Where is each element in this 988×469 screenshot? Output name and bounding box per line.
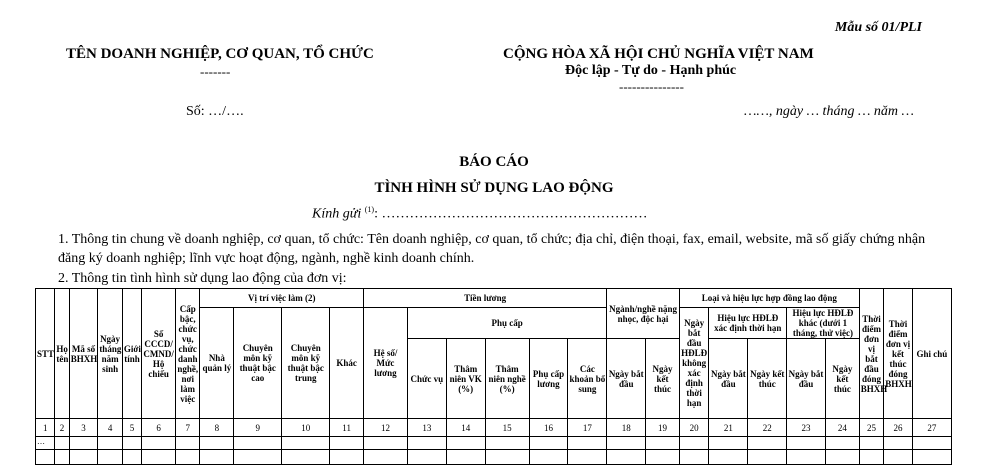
empty-cell: [748, 450, 787, 465]
place-date: ……, ngày … tháng … năm …: [744, 104, 914, 119]
empty-cell: [679, 450, 709, 465]
column-number: 5: [122, 419, 141, 437]
column-number: 9: [234, 419, 282, 437]
empty-cell: [142, 450, 176, 465]
col-cccd: Số CCCD/ CMND/ Hộ chiếu: [142, 289, 176, 419]
col-khac: Khác: [330, 308, 364, 419]
empty-cell: [98, 450, 123, 465]
empty-cell: [884, 450, 913, 465]
empty-cell: [679, 437, 709, 450]
col-tham-nien-vk: Thâm niên VK (%): [446, 339, 485, 419]
group-nganh-nghe: Ngành/nghề nặng nhọc, độc hại: [607, 289, 680, 339]
recipient-footnote: (1): [364, 205, 375, 214]
motto-underline: ---------------: [619, 79, 684, 94]
empty-cell: [709, 437, 748, 450]
group-hieu-luc-xac-dinh: Hiệu lực HĐLĐ xác định thời hạn: [709, 308, 787, 339]
empty-cell: [407, 450, 446, 465]
column-number: 6: [142, 419, 176, 437]
col-ngay-sinh: Ngày tháng năm sinh: [98, 289, 123, 419]
column-number: 4: [98, 419, 123, 437]
empty-cell: [407, 437, 446, 450]
empty-cell: [234, 437, 282, 450]
table-row: [36, 437, 952, 450]
column-number: 11: [330, 419, 364, 437]
empty-cell: [55, 450, 69, 465]
column-number: 27: [912, 419, 951, 437]
organization-underline: -------: [200, 64, 231, 79]
column-number-row: [36, 419, 952, 437]
col-ghi-chu: Ghi chú: [912, 289, 951, 419]
col-xd-ngay-bat-dau: Ngày bắt đầu: [709, 339, 748, 419]
column-number: 24: [825, 419, 859, 437]
table-row: [36, 450, 952, 465]
row-ellipsis: …: [36, 437, 55, 450]
column-number: 18: [607, 419, 646, 437]
empty-cell: [884, 437, 913, 450]
column-number: 20: [679, 419, 709, 437]
empty-cell: [646, 450, 680, 465]
col-bat-dau-khong-xd: Ngày bắt đầu HĐLĐ không xác định thời hạn: [679, 308, 709, 419]
empty-cell: [98, 437, 123, 450]
recipient-label: Kính gửi: [312, 206, 365, 222]
column-number: 2: [55, 419, 69, 437]
col-nganh-ngay-ket-thuc: Ngày kết thúc: [646, 339, 680, 419]
empty-cell: [529, 437, 568, 450]
col-cmkt-bac-trung: Chuyên môn kỹ thuật bậc trung: [282, 308, 330, 419]
col-phu-cap-luong: Phụ cấp lương: [529, 339, 568, 419]
empty-cell: [825, 450, 859, 465]
recipient-dots: : …………………………………………………: [374, 206, 648, 222]
empty-cell: [330, 437, 364, 450]
empty-cell: [446, 437, 485, 450]
column-number: 19: [646, 419, 680, 437]
empty-cell: [446, 450, 485, 465]
col-ma-bhxh: Mã số BHXH: [69, 289, 98, 419]
empty-cell: [364, 450, 408, 465]
column-number: 17: [568, 419, 607, 437]
report-title: BÁO CÁO: [459, 154, 529, 170]
column-number: 10: [282, 419, 330, 437]
empty-cell: [787, 437, 826, 450]
empty-cell: [607, 450, 646, 465]
empty-cell: [69, 450, 98, 465]
empty-cell: [282, 437, 330, 450]
empty-cell: [330, 450, 364, 465]
empty-cell: [234, 450, 282, 465]
column-number: 15: [485, 419, 529, 437]
empty-cell: [912, 437, 951, 450]
column-number: 13: [407, 419, 446, 437]
column-number: 12: [364, 419, 408, 437]
col-stt: STT: [36, 289, 55, 419]
group-phu-cap: Phụ cấp: [407, 308, 606, 339]
empty-cell: [36, 450, 55, 465]
recipient-line: [312, 205, 647, 223]
col-thoi-diem-bat-dau: Thời điểm đơn vị bắt đầu đóng BHXH: [859, 289, 884, 419]
col-thoi-diem-ket-thuc: Thời điểm đơn vị kết thúc đóng BHXH: [884, 289, 913, 419]
empty-cell: [787, 450, 826, 465]
empty-cell: [55, 437, 69, 450]
national-motto: Độc lập - Tự do - Hạnh phúc: [565, 63, 737, 78]
empty-cell: [912, 450, 951, 465]
col-tham-nien-nghe: Thâm niên nghề (%): [485, 339, 529, 419]
empty-cell: [282, 450, 330, 465]
col-ho-ten: Họ tên: [55, 289, 69, 419]
group-hieu-luc-khac: Hiệu lực HĐLĐ khác (dưới 1 tháng, thử việc): [787, 308, 860, 339]
empty-cell: [825, 437, 859, 450]
column-number: 3: [69, 419, 98, 437]
group-loai-hop-dong: Loại và hiệu lực hợp đồng lao động: [679, 289, 859, 308]
empty-cell: [568, 450, 607, 465]
column-number: 7: [175, 419, 200, 437]
form-number: Mẫu số 01/PLI: [834, 20, 922, 35]
report-subtitle: TÌNH HÌNH SỬ DỤNG LAO ĐỘNG: [374, 180, 614, 196]
column-number: 25: [859, 419, 884, 437]
col-khac-ngay-ket-thuc: Ngày kết thúc: [825, 339, 859, 419]
empty-cell: [859, 450, 884, 465]
empty-cell: [568, 437, 607, 450]
empty-cell: [607, 437, 646, 450]
empty-cell: [142, 437, 176, 450]
col-he-so-luong: Hệ số/ Mức lương: [364, 308, 408, 419]
empty-cell: [200, 450, 234, 465]
col-khac-ngay-bat-dau: Ngày bắt đầu: [787, 339, 826, 419]
empty-cell: [709, 450, 748, 465]
empty-cell: [175, 437, 200, 450]
col-khoan-bo-sung: Các khoản bổ sung: [568, 339, 607, 419]
column-number: 21: [709, 419, 748, 437]
empty-cell: [529, 450, 568, 465]
empty-cell: [364, 437, 408, 450]
empty-cell: [485, 450, 529, 465]
empty-cell: [485, 437, 529, 450]
col-nganh-ngay-bat-dau: Ngày bắt đầu: [607, 339, 646, 419]
column-number: 16: [529, 419, 568, 437]
empty-cell: [69, 437, 98, 450]
col-cap-bac: Cấp bậc, chức vụ, chức danh nghề, nơi làm việc: [175, 289, 200, 419]
labor-usage-table: [35, 288, 952, 465]
column-number: 1: [36, 419, 55, 437]
empty-cell: [646, 437, 680, 450]
empty-cell: [122, 437, 141, 450]
column-number: 8: [200, 419, 234, 437]
document-number: Số: …/….: [186, 104, 244, 119]
col-chuc-vu: Chức vụ: [407, 339, 446, 419]
group-vi-tri-viec-lam: Vị trí việc làm (2): [200, 289, 364, 308]
column-number: 23: [787, 419, 826, 437]
group-tien-luong: Tiền lương: [364, 289, 607, 308]
empty-cell: [748, 437, 787, 450]
empty-cell: [859, 437, 884, 450]
col-gioi-tinh: Giới tính: [122, 289, 141, 419]
empty-cell: [200, 437, 234, 450]
country-name: CỘNG HÒA XÃ HỘI CHỦ NGHĨA VIỆT NAM: [503, 46, 814, 62]
column-number: 26: [884, 419, 913, 437]
col-nha-quan-ly: Nhà quản lý: [200, 308, 234, 419]
col-cmkt-bac-cao: Chuyên môn kỹ thuật bậc cao: [234, 308, 282, 419]
section-general-info: 1. Thông tin chung về doanh nghiệp, cơ quan, tổ chức: Tên doanh nghiệp, cơ quan, tổ chức; địa chỉ, điện thoại, fax, email, website, mã số giấy chứng nhận đăng ký doanh nghiệp; lĩnh vực hoạt động, ngành, nghề kinh doanh chính.: [58, 232, 926, 266]
empty-cell: [122, 450, 141, 465]
organization-name: TÊN DOANH NGHIỆP, CƠ QUAN, TỔ CHỨC: [66, 46, 374, 62]
section-labor-usage: 2. Thông tin tình hình sử dụng lao động của đơn vị:: [58, 271, 347, 286]
column-number: 22: [748, 419, 787, 437]
column-number: 14: [446, 419, 485, 437]
empty-cell: [175, 450, 200, 465]
col-xd-ngay-ket-thuc: Ngày kết thúc: [748, 339, 787, 419]
